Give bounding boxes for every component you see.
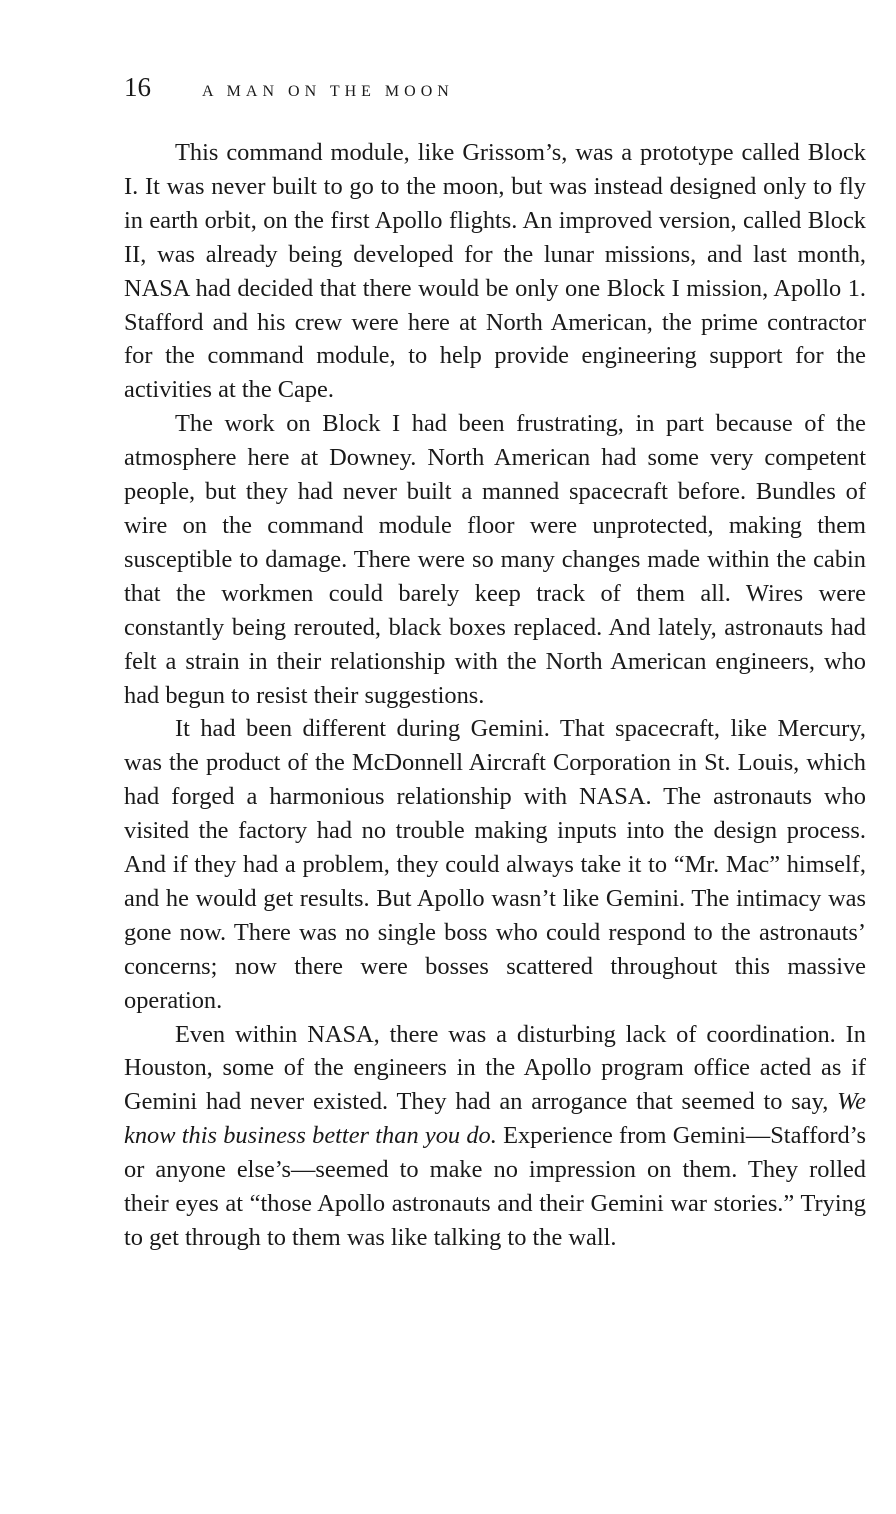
book-page xyxy=(124,72,866,1255)
running-head xyxy=(124,72,866,108)
paragraph: It had been different during Gemini. That spacecraft, like Mercury, was the product of the McDonnell Aircraft Corporation in St. Louis, which had forged a harmonious relationship with NASA. The astronauts who visited the factory had no trouble making inputs into the design process. And if they had a problem, they could always take it to “Mr. Mac” himself, and he would get results. But Apollo wasn’t like Gemini. The intimacy was gone now. There was no single boss who could respond to the astronauts’ concerns; now there were bosses scattered throughout this massive operation. xyxy=(124,715,866,1014)
body-text xyxy=(124,136,866,1255)
paragraph: This command module, like Grissom’s, was a prototype called Block I. It was never built to go to the moon, but was instead designed only to fly in earth orbit, on the first Apollo flights. An improved version, called Block II, was already being developed for the lunar missions, and last month, NASA had decided that there would be only one Block I mission, Apollo 1. Stafford and his crew were here at North American, the prime contractor for the command module, to help provide engineering support for the activities at the Cape. xyxy=(124,139,866,404)
paragraph xyxy=(124,1018,866,1255)
paragraph-text-after: Experience from Gemini—Stafford’s or anyone else’s—seemed to make no impression on them. They rolled their eyes at “those Apollo astronauts and their Gemini war stories.” Trying to get through to them was like talking to the wall. xyxy=(124,1122,866,1251)
page-number: 16 xyxy=(124,72,151,102)
running-title: A MAN ON THE MOON xyxy=(202,83,454,100)
italic-quote: We know this business better than you do. xyxy=(124,1088,866,1150)
paragraph-text-before: Even within NASA, there was a disturbing lack of coordination. In Houston, some of the engineers in the Apollo program office acted as if Gemini had never existed. They had an arrogance that seemed to say, xyxy=(124,1020,866,1116)
paragraph: The work on Block I had been frustrating, in part because of the atmosphere here at Downey. North American had some very competent people, but they had never built a manned spacecraft before. Bundles of wire on the command module floor were unprotected, making them susceptible to damage. There were so many changes made within the cabin that the workmen could barely keep track of them all. Wires were constantly being rerouted, black boxes replaced. And lately, astronauts had felt a strain in their relationship with the North American engineers, who had begun to resist their suggestions. xyxy=(124,410,866,709)
